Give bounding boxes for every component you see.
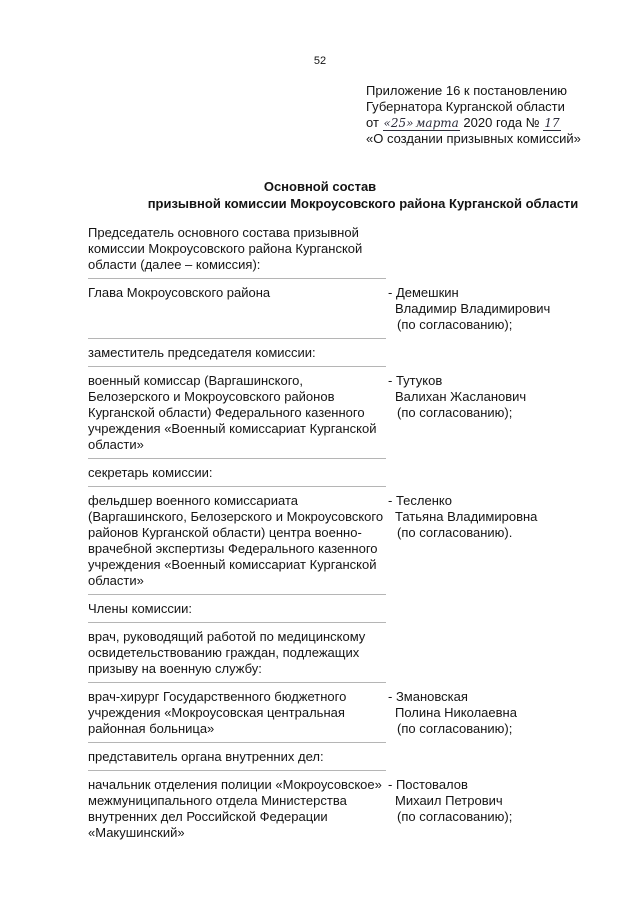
list-row-chairman-heading: [88, 225, 608, 273]
document-title: [0, 178, 640, 212]
person-note: (по согласованию);: [397, 405, 513, 420]
row-person: [388, 373, 608, 453]
row-role: начальник отделения полиции «Мокроусовское» межмуниципального отдела Министерства внутренних дел Российской Федерации «Макушинский»: [88, 777, 382, 840]
list-row-chairman: [88, 285, 608, 333]
row-person: [388, 465, 608, 481]
row-divider: [88, 742, 386, 743]
appendix-line-2: Губернатора Курганской области: [366, 99, 565, 114]
row-divider: [88, 486, 386, 487]
row-divider: [88, 594, 386, 595]
date-prefix: от: [366, 115, 383, 130]
row-role: врач, руководящий работой по медицинскому освидетельствованию граждан, подлежащих призыву на военную службу:: [88, 629, 366, 676]
row-divider: [88, 458, 386, 459]
row-role: представитель органа внутренних дел:: [88, 749, 324, 764]
appendix-header: [366, 83, 628, 147]
list-row-doctor: [88, 689, 608, 737]
row-role: секретарь комиссии:: [88, 465, 213, 480]
person-note: (по согласованию);: [397, 809, 513, 824]
list-row-police: [88, 777, 608, 841]
person-note: (по согласованию);: [397, 721, 513, 736]
row-divider: [88, 622, 386, 623]
handwritten-decree-number: 17: [544, 116, 560, 130]
row-role: врач-хирург Государственного бюджетного учреждения «Мокроусовская центральная районная больница»: [88, 689, 347, 736]
list-row-doctor-heading: [88, 629, 608, 677]
appendix-line-3: [366, 115, 628, 131]
row-divider: [88, 682, 386, 683]
person-name: Владимир Владимирович: [395, 301, 551, 316]
row-person: [388, 689, 608, 737]
person-note: (по согласованию).: [397, 525, 513, 540]
row-person: [388, 777, 608, 841]
row-person: [388, 629, 608, 677]
row-role: военный комиссар (Варгашинского, Белозерского и Мокроусовского районов Курганской области) Федерального казенного учреждения «Военный комиссариат Курганской области»: [88, 373, 377, 452]
person-surname: - Тутуков: [388, 373, 443, 388]
row-role: Председатель основного состава призывной комиссии Мокроусовского района Курганской области (далее – комиссия):: [88, 225, 363, 272]
appendix-line-4: «О создании призывных комиссий»: [366, 131, 581, 146]
list-row-members-heading: [88, 601, 608, 617]
list-row-deputy-heading: [88, 345, 608, 361]
person-surname: - Тесленко: [388, 493, 452, 508]
person-surname: - Постовалов: [388, 777, 468, 792]
row-role: Глава Мокроусовского района: [88, 285, 271, 300]
person-note: (по согласованию);: [397, 317, 513, 332]
row-person: [388, 345, 608, 361]
person-name: Татьяна Владимировна: [395, 509, 538, 524]
row-person: [388, 285, 608, 333]
row-divider: [88, 338, 386, 339]
list-row-police-heading: [88, 749, 608, 765]
handwritten-date-day: «25»: [383, 116, 414, 130]
person-surname: - Змановская: [388, 689, 468, 704]
page-number: 52: [313, 55, 327, 67]
title-line-2: призывной комиссии Мокроусовского района Курганской области: [147, 196, 579, 211]
list-row-secretary-heading: [88, 465, 608, 481]
row-role: Члены комиссии:: [88, 601, 193, 616]
appendix-line-1: Приложение 16 к постановлению: [366, 83, 568, 98]
commission-list: [88, 225, 608, 841]
person-name: Полина Николаевна: [395, 705, 517, 720]
row-role: фельдшер военного комиссариата (Варгашинского, Белозерского и Мокроусовского районов Курганской области) центра военно-врачебной экспертизы Федерального казенного учреждения «Военный комиссариат Курганской области»: [88, 493, 384, 588]
list-row-secretary: [88, 493, 608, 589]
date-year-number-label: 2020 года №: [459, 115, 544, 130]
row-person: [388, 225, 608, 273]
row-divider: [88, 366, 386, 367]
person-name: Валихан Жасланович: [395, 389, 527, 404]
row-divider: [88, 278, 386, 279]
row-person: [388, 493, 608, 589]
row-person: [388, 601, 608, 617]
row-role: заместитель председателя комиссии:: [88, 345, 316, 360]
list-row-deputy: [88, 373, 608, 453]
person-surname: - Демешкин: [388, 285, 459, 300]
handwritten-date-month: марта: [415, 116, 459, 130]
row-divider: [88, 770, 386, 771]
title-line-1: Основной состав: [263, 179, 377, 194]
row-person: [388, 749, 608, 765]
person-name: Михаил Петрович: [395, 793, 503, 808]
